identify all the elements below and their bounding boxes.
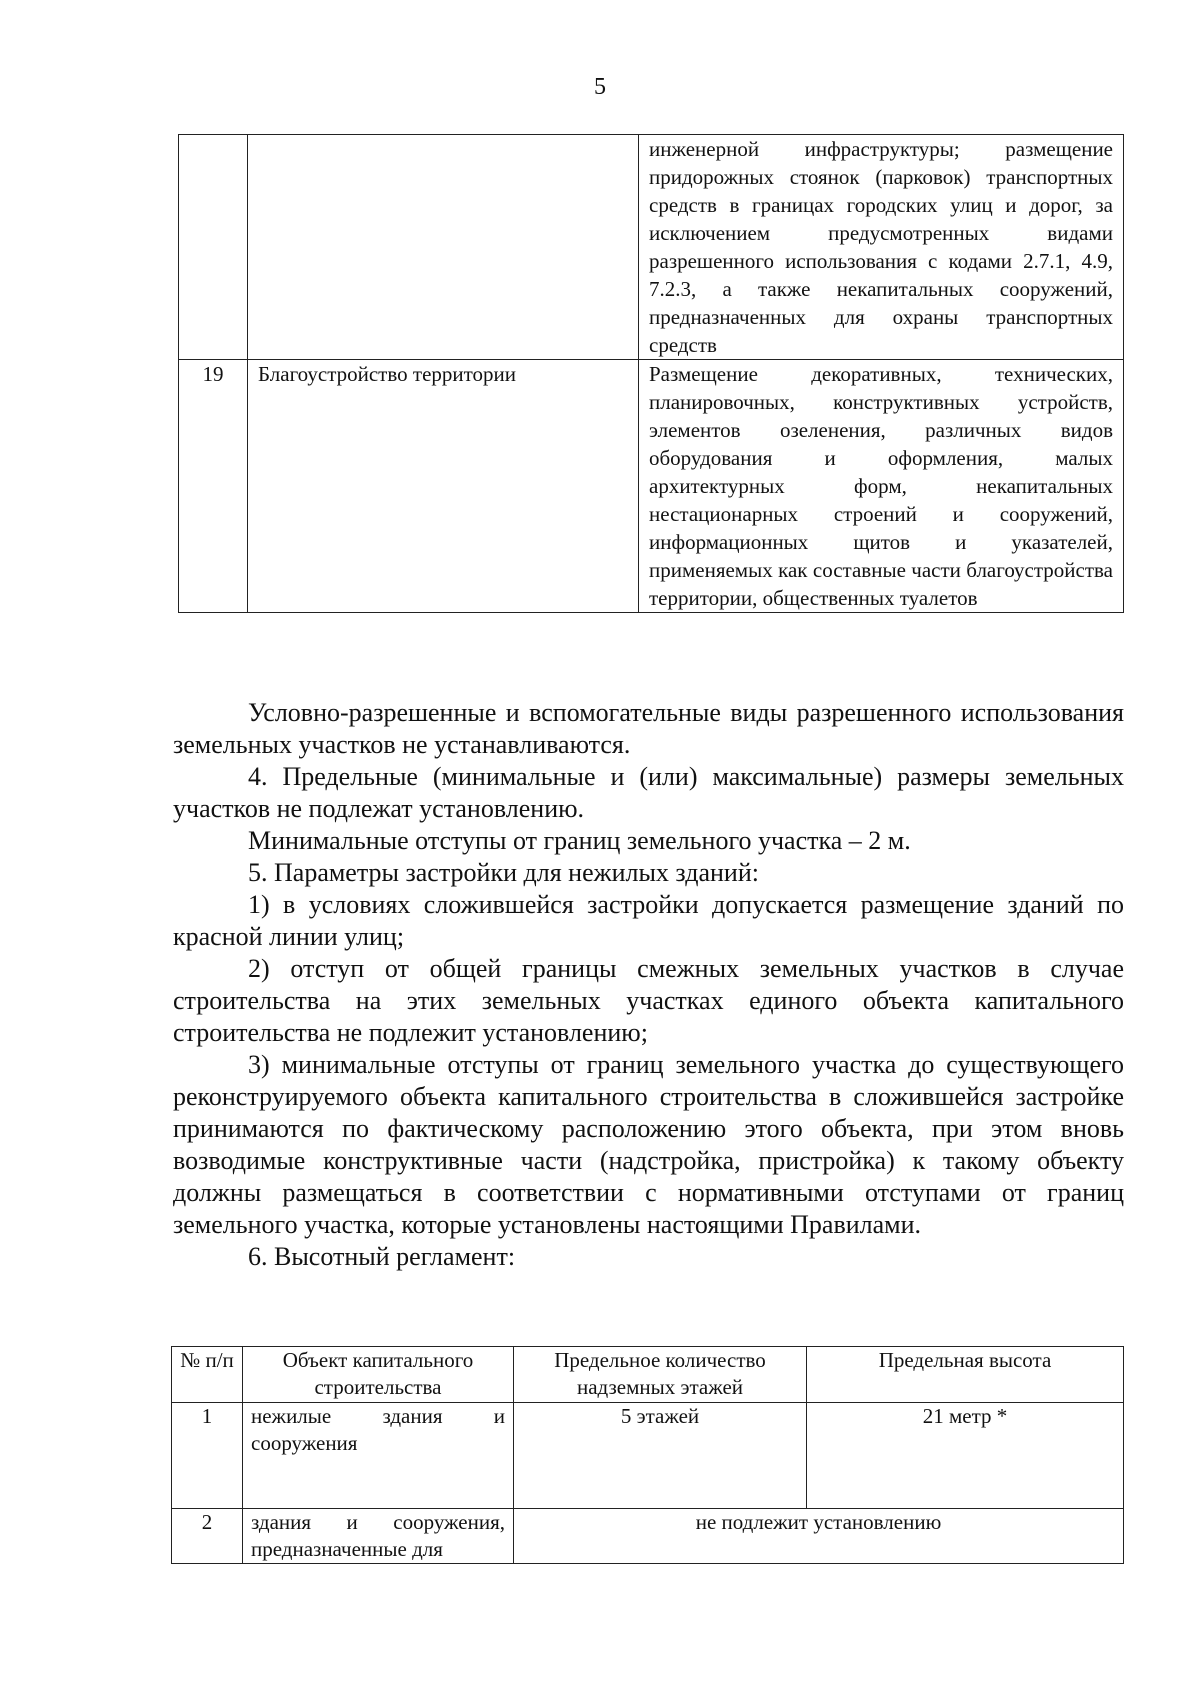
use-name-cell — [248, 135, 639, 360]
floors-cell: 5 этажей — [514, 1403, 807, 1509]
paragraph: Минимальные отступы от границ земельного участка – 2 м. — [248, 826, 911, 855]
row-number-cell: 1 — [172, 1403, 243, 1509]
paragraph: 1) в условиях сложившейся застройки допускается размещение зданий по красной линии улиц; — [173, 890, 1124, 951]
table-header-row — [172, 1347, 1124, 1403]
header-height: Предельная высота — [807, 1347, 1124, 1403]
use-description-cell: инженерной инфраструктуры; размещение придорожных стоянок (парковок) транспортных средств в границах городских улиц и дорог, за исключением предусмотренных видами разрешенного использования с кодами 2.7.1, 4.9, 7.2.3, а также некапитальных сооружений, предназначенных для охраны транспортных средств — [639, 135, 1124, 360]
use-description-cell: Размещение декоративных, технических, планировочных, конструктивных устройств, элементов озеленения, различных видов оборудования и оформления, малых архитектурных форм, некапитальных нестационарных строений и сооружений, информационных щитов и указателей, применяемых как составные части благоустройства территории, общественных туалетов — [639, 360, 1124, 613]
row-number-cell — [179, 135, 248, 360]
header-floors: Предельное количество надземных этажей — [514, 1347, 807, 1403]
page-number: 5 — [594, 74, 606, 100]
height-regulation-table — [171, 1346, 1124, 1564]
paragraph: 2) отступ от общей границы смежных земельных участков в случае строительства на этих земельных участках единого объекта капитального строительства не подлежит установлению; — [173, 954, 1124, 1047]
paragraph: 5. Параметры застройки для нежилых зданий: — [248, 858, 759, 887]
object-cell: нежилые здания и сооружения — [243, 1403, 514, 1509]
object-cell: здания и сооружения, предназначенные для — [243, 1509, 514, 1564]
paragraph: 4. Предельные (минимальные и (или) максимальные) размеры земельных участков не подлежат установлению. — [173, 762, 1124, 823]
use-name-cell: Благоустройство территории — [248, 360, 639, 613]
paragraph: 6. Высотный регламент: — [248, 1242, 516, 1271]
body-text — [173, 697, 1124, 1273]
permitted-uses-table — [178, 134, 1124, 613]
paragraph: Условно-разрешенные и вспомогательные виды разрешенного использования земельных участков не устанавливаются. — [173, 698, 1124, 759]
header-object: Объект капитального строительства — [243, 1347, 514, 1403]
row-number-cell: 2 — [172, 1509, 243, 1564]
merged-value-cell: не подлежит установлению — [514, 1509, 1124, 1564]
row-number-cell: 19 — [179, 360, 248, 613]
table-row — [172, 1509, 1124, 1564]
paragraph: 3) минимальные отступы от границ земельного участка до существующего реконструируемого объекта капитального строительства в сложившейся застройке принимаются по фактическому расположению этого объекта, при этом вновь возводимые конструктивные части (надстройка, пристройка) к такому объекту должны размещаться в соответствии с нормативными отступами от границ земельного участка, которые установлены настоящими Правилами. — [173, 1050, 1124, 1239]
header-num: № п/п — [172, 1347, 243, 1403]
table-row — [179, 135, 1124, 360]
height-cell: 21 метр * — [807, 1403, 1124, 1509]
table-row — [172, 1403, 1124, 1509]
table-row — [179, 360, 1124, 613]
